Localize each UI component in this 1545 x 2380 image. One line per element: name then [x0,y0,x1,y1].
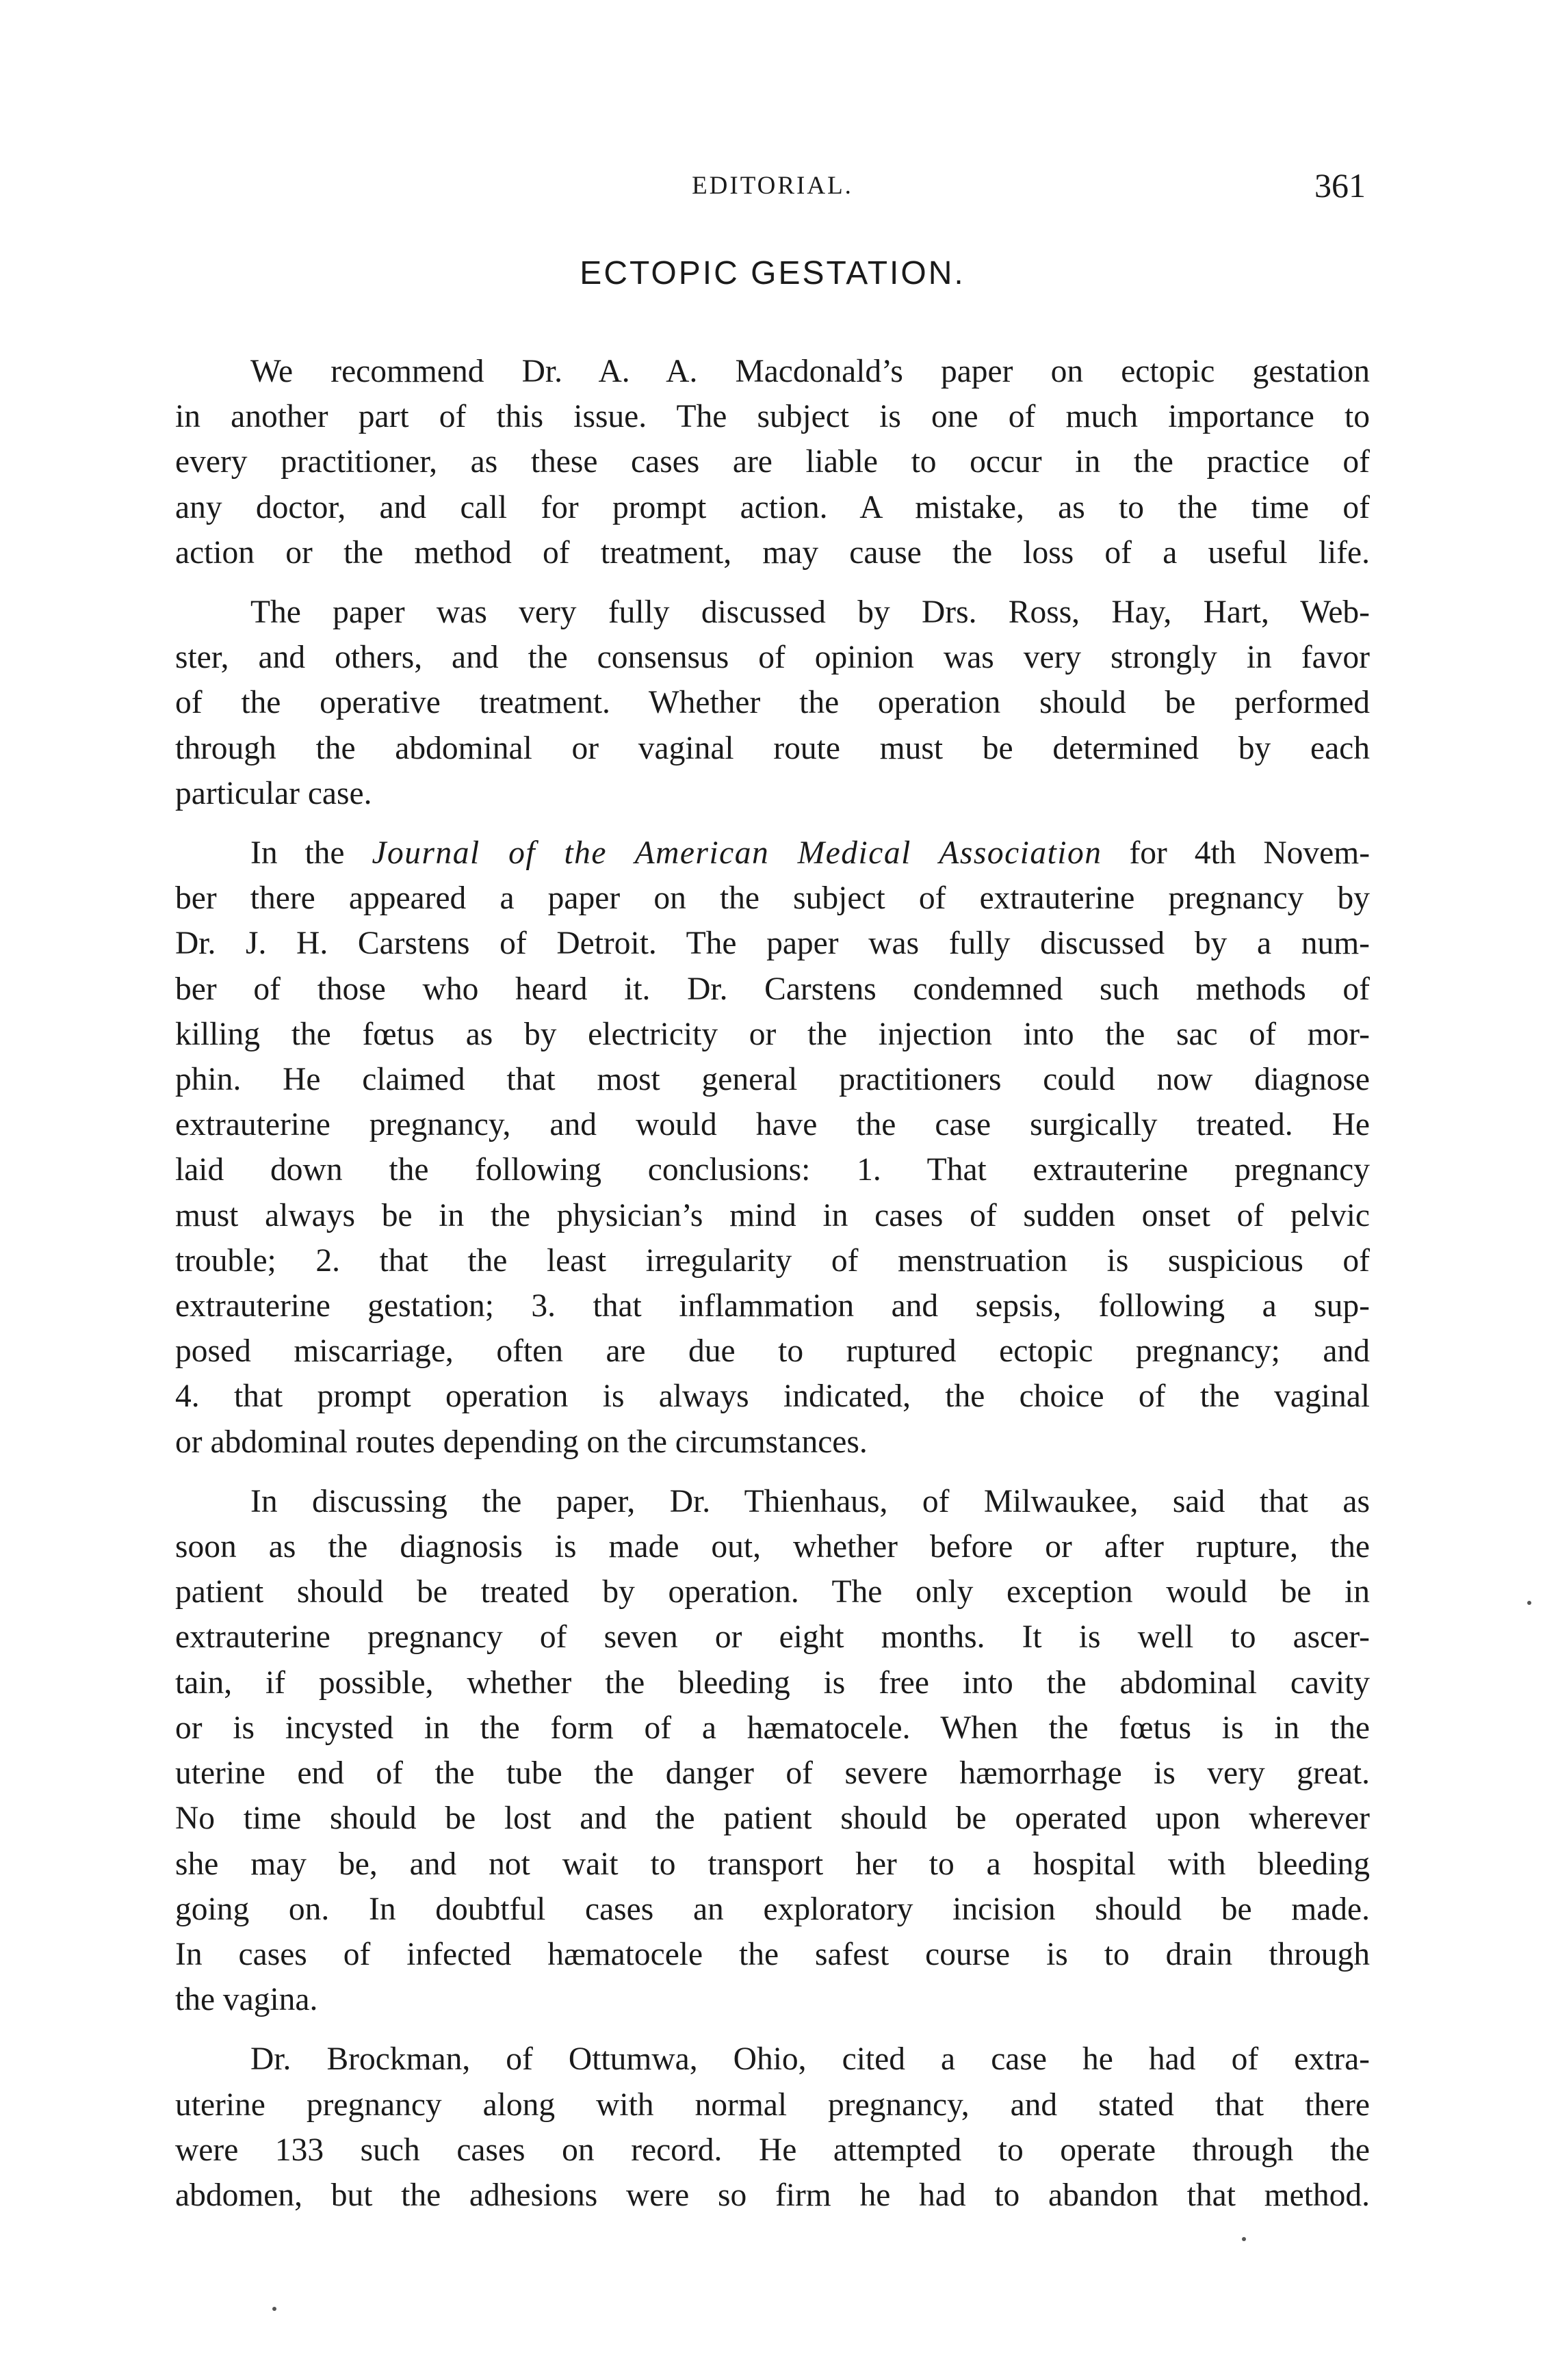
text-line: soon as the diagnosis is made out, whether before or after rupture, the [175,1529,1370,1565]
article-title: ECTOPIC GESTATION. [580,255,965,291]
text-line: ber of those who heard it. Dr. Carstens condemned such methods of [175,971,1370,1007]
text-line: extrauterine gestation; 3. that inflammation and sepsis, following a sup- [175,1288,1370,1324]
text-line: every practitioner, as these cases are liable to occur in the practice of [175,444,1370,480]
text-line: in another part of this issue. The subject is one of much importance to [175,399,1370,435]
text-line: going on. In doubtful cases an exploratory incision should be made. [175,1891,1370,1927]
text-line: of the operative treatment. Whether the operation should be performed [175,685,1370,721]
print-speck [1527,1601,1531,1605]
paragraph-3 [175,831,1370,1465]
text-line: Dr. J. H. Carstens of Detroit. The paper was fully discussed by a num- [175,926,1370,962]
text-line: extrauterine pregnancy of seven or eight months. It is well to ascer- [175,1619,1370,1656]
text-line: uterine pregnancy along with normal pregnancy, and stated that there [175,2087,1370,2123]
text-line: tain, if possible, whether the bleeding is free into the abdominal cavity [175,1664,1370,1701]
text-line: 4. that prompt operation is always indicated, the choice of the vaginal [175,1378,1370,1415]
text-segment: for 4th Novem- [1129,835,1371,872]
text-line: she may be, and not wait to transport her to a hospital with bleeding [175,1846,1370,1882]
text-line: laid down the following conclusions: 1. That extrauterine pregnancy [175,1152,1370,1188]
print-speck [1242,2237,1246,2241]
text-line: through the abdominal or vaginal route must be determined by each [175,730,1370,766]
text-line: action or the method of treatment, may cause the loss of a useful life. [175,534,1370,571]
text-line: phin. He claimed that most general practitioners could now diagnose [175,1062,1370,1098]
text-line: ster, and others, and the consensus of opinion was very strongly in favor [175,640,1370,676]
text-line: No time should be lost and the patient should be operated upon wherever [175,1801,1370,1837]
text-line: uterine end of the tube the danger of severe hæmorrhage is very great. [175,1755,1370,1792]
text-line [175,831,1370,876]
text-line: trouble; 2. that the least irregularity of menstruation is suspicious of [175,1242,1370,1279]
text-line: The paper was very fully discussed by Drs. Ross, Hay, Hart, Web- [250,594,1370,631]
text-line: posed miscarriage, often are due to ruptured ectopic pregnancy; and [175,1333,1370,1370]
text-segment: In the [250,835,345,872]
paragraph-1 [175,349,1370,575]
running-head [0,166,1545,207]
text-line: abdomen, but the adhesions were so firm he had to abandon that method. [175,2177,1370,2213]
text-line: or abdominal routes depending on the circumstances. [175,1424,868,1460]
article-body [175,349,1370,2232]
text-line: Dr. Brockman, of Ottumwa, Ohio, cited a case he had of extra- [250,2041,1370,2078]
text-line: killing the fœtus as by electricity or the injection into the sac of mor- [175,1016,1370,1052]
text-line: In cases of infected hæmatocele the safest course is to drain through [175,1936,1370,1972]
page-number: 361 [1314,166,1366,205]
text-line: patient should be treated by operation. The only exception would be in [175,1574,1370,1610]
print-speck [272,2307,276,2311]
journal-title: Journal of the American Medical Association [372,835,1102,872]
text-line: were 133 such cases on record. He attempted to operate through the [175,2132,1370,2168]
paragraph-4 [175,1479,1370,2022]
paragraph-2 [175,590,1370,816]
text-line: the vagina. [175,1982,318,2018]
running-title: EDITORIAL. [692,172,853,200]
text-line: must always be in the physician’s mind in cases of sudden onset of pelvic [175,1197,1370,1233]
text-line: any doctor, and call for prompt action. A mistake, as to the time of [175,489,1370,525]
text-line: particular case. [175,775,372,811]
text-line: extrauterine pregnancy, and would have the case surgically treated. He [175,1107,1370,1143]
text-line: In discussing the paper, Dr. Thienhaus, of Milwaukee, said that as [250,1483,1370,1519]
text-line: We recommend Dr. A. A. Macdonald’s paper on ectopic gestation [250,354,1370,389]
text-line: or is incysted in the form of a hæmatocele. When the fœtus is in the [175,1710,1370,1746]
paragraph-5 [175,2037,1370,2218]
text-line: ber there appeared a paper on the subject of extrauterine pregnancy by [175,880,1370,917]
